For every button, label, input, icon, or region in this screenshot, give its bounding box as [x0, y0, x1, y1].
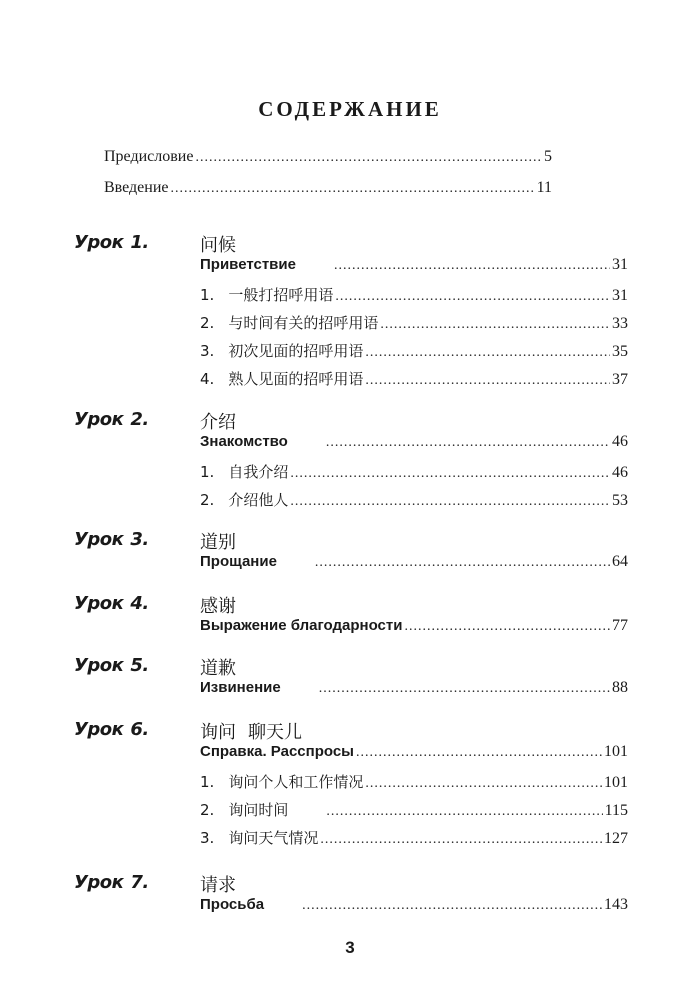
lesson-word: Урок: [74, 655, 124, 676]
lesson-word: Урок: [74, 593, 124, 614]
lesson-entry[interactable]: [200, 433, 628, 455]
lesson-label: [74, 232, 149, 253]
entry-page: 31: [612, 287, 628, 304]
lesson-label: [74, 872, 149, 893]
entry-page: 35: [612, 343, 628, 360]
lesson-number: 4.: [130, 593, 149, 614]
sub-entry-title: [200, 284, 333, 305]
entry-page: 64: [612, 553, 628, 570]
dot-leader: [171, 181, 535, 197]
page-number: 3: [345, 938, 355, 957]
dot-leader: [334, 258, 610, 274]
dot-leader: [365, 373, 610, 389]
lesson-entry[interactable]: [200, 679, 628, 701]
lesson-word: Урок: [74, 529, 124, 550]
entry-page: 46: [612, 464, 628, 481]
sub-entry[interactable]: [200, 368, 628, 390]
sub-entry[interactable]: [200, 489, 628, 511]
lesson-entry[interactable]: [200, 896, 628, 918]
sub-entry-text: 询问时间: [228, 801, 289, 819]
entry-page: 127: [604, 830, 628, 847]
dot-leader: [335, 289, 610, 305]
sub-entry-title: [200, 312, 378, 333]
entry-page: 11: [536, 179, 552, 196]
lesson-number: 6.: [130, 719, 149, 740]
dot-leader: [290, 466, 610, 482]
lesson-entry[interactable]: [200, 553, 628, 575]
sub-entry-number: 1.: [200, 773, 215, 791]
sub-entry-text: 自我介绍: [228, 463, 289, 481]
sub-entry-title: [200, 827, 318, 848]
dot-leader: [356, 745, 602, 761]
entry-page: 143: [604, 896, 628, 913]
sub-entry[interactable]: [200, 799, 628, 821]
entry-page: 31: [612, 256, 628, 273]
entry-page: 33: [612, 315, 628, 332]
sub-entry-title: [200, 461, 288, 482]
sub-entry[interactable]: [200, 284, 628, 306]
lesson-russian-title: Извинение: [200, 679, 281, 696]
lesson-chinese-title-part: 询问: [200, 722, 236, 743]
lesson-russian-title: Приветствие: [200, 256, 296, 273]
lesson-chinese-title: 感谢: [200, 596, 236, 617]
dot-leader: [315, 555, 610, 571]
lesson-number: 1.: [130, 232, 149, 253]
sub-entry-text: 询问个人和工作情况: [228, 773, 364, 791]
lesson-chinese-title: [200, 718, 302, 744]
lesson-russian-title: Справка. Расспросы: [200, 743, 354, 760]
dot-leader: [326, 435, 610, 451]
lesson-label: [74, 593, 149, 614]
lesson-entry[interactable]: [200, 256, 628, 278]
entry-page: 88: [612, 679, 628, 696]
entry-label: Введение: [104, 179, 169, 196]
sub-entry[interactable]: [200, 312, 628, 334]
sub-entry-text: 初次见面的招呼用语: [228, 342, 364, 360]
dot-leader: [326, 804, 602, 820]
sub-entry[interactable]: [200, 771, 628, 793]
sub-entry-number: 2.: [200, 314, 215, 332]
sub-entry-text: 一般打招呼用语: [228, 286, 334, 304]
lesson-label: [74, 529, 149, 550]
entry-label: Предисловие: [104, 148, 194, 165]
dot-leader: [365, 776, 602, 792]
sub-entry-title: [200, 771, 363, 792]
dot-leader: [290, 494, 610, 510]
dot-leader: [195, 150, 542, 166]
sub-entry-number: 1.: [200, 286, 215, 304]
sub-entry-text: 介绍他人: [228, 491, 289, 509]
lesson-word: Урок: [74, 409, 124, 430]
lesson-word: Урок: [74, 232, 124, 253]
sub-entry[interactable]: [200, 340, 628, 362]
sub-entry-text: 熟人见面的招呼用语: [228, 370, 364, 388]
lesson-word: Урок: [74, 872, 124, 893]
lesson-russian-title: Знакомство: [200, 433, 288, 450]
sub-entry-title: [200, 799, 288, 820]
lesson-chinese-title: 请求: [200, 875, 236, 896]
dot-leader: [302, 898, 602, 914]
lesson-number: 2.: [130, 409, 149, 430]
entry-page: 115: [604, 802, 628, 819]
page-title: СОДЕРЖАНИЕ: [258, 97, 442, 121]
sub-entry-title: [200, 489, 288, 510]
entry-page: 101: [604, 774, 628, 791]
sub-entry[interactable]: [200, 827, 628, 849]
lesson-chinese-title: 道歉: [200, 658, 236, 679]
toc-entry-introduction[interactable]: [104, 179, 552, 201]
entry-page: 37: [612, 371, 628, 388]
sub-entry-number: 3.: [200, 829, 215, 847]
lesson-russian-title: Просьба: [200, 896, 265, 913]
toc-entry-preface[interactable]: [104, 148, 552, 170]
sub-entry-number: 3.: [200, 342, 215, 360]
lesson-label: [74, 409, 149, 430]
sub-entry[interactable]: [200, 461, 628, 483]
lesson-label: [74, 655, 149, 676]
dot-leader: [320, 832, 602, 848]
lesson-word: Урок: [74, 719, 124, 740]
dot-leader: [404, 619, 610, 635]
entry-page: 5: [544, 148, 552, 165]
dot-leader: [365, 345, 610, 361]
lesson-chinese-title: 介绍: [200, 412, 236, 433]
lesson-russian-title: Выражение благодарности: [200, 617, 403, 634]
lesson-chinese-title: 问候: [200, 235, 236, 256]
lesson-number: 3.: [130, 529, 149, 550]
lesson-russian-title: Прощание: [200, 553, 277, 570]
lesson-number: 7.: [130, 872, 149, 893]
sub-entry-number: 1.: [200, 463, 215, 481]
dot-leader: [380, 317, 610, 333]
entry-page: 53: [612, 492, 628, 509]
sub-entry-number: 4.: [200, 370, 215, 388]
lesson-entry[interactable]: [200, 617, 628, 639]
lesson-number: 5.: [130, 655, 149, 676]
entry-page: 46: [612, 433, 628, 450]
lesson-label: [74, 719, 149, 740]
dot-leader: [319, 681, 610, 697]
sub-entry-text: 询问天气情况: [228, 829, 319, 847]
entry-page: 101: [604, 743, 628, 760]
lesson-chinese-title: 道别: [200, 532, 236, 553]
entry-page: 77: [612, 617, 628, 634]
sub-entry-text: 与时间有关的招呼用语: [228, 314, 379, 332]
sub-entry-number: 2.: [200, 801, 215, 819]
lesson-entry[interactable]: [200, 743, 628, 765]
sub-entry-title: [200, 368, 363, 389]
lesson-chinese-title-part: 聊天儿: [248, 722, 302, 743]
sub-entry-number: 2.: [200, 491, 215, 509]
sub-entry-title: [200, 340, 363, 361]
